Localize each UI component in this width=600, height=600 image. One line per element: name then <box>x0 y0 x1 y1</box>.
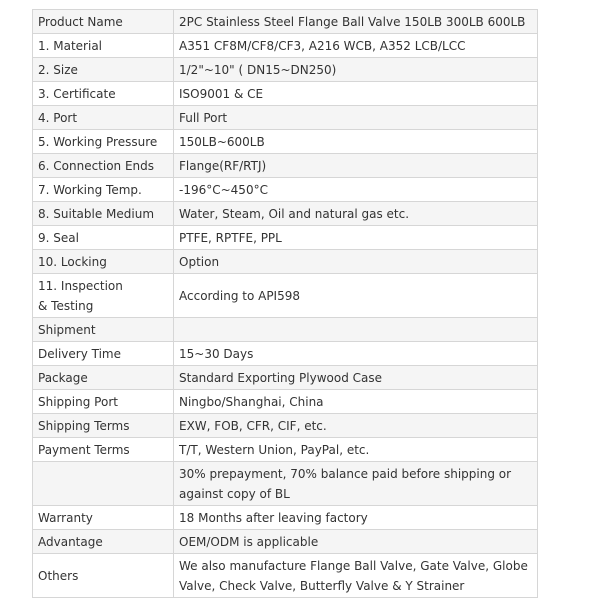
row-label: Shipping Terms <box>33 414 174 438</box>
row-value: Water, Steam, Oil and natural gas etc. <box>174 202 538 226</box>
table-row <box>33 178 538 202</box>
row-value: Standard Exporting Plywood Case <box>174 366 538 390</box>
table-row <box>33 250 538 274</box>
table-row <box>33 390 538 414</box>
row-value: -196°C~450°C <box>174 178 538 202</box>
table-row <box>33 506 538 530</box>
row-label: Others <box>33 554 174 598</box>
table-row <box>33 10 538 34</box>
row-label: 10. Locking <box>33 250 174 274</box>
row-value: 15~30 Days <box>174 342 538 366</box>
row-value: According to API598 <box>174 274 538 318</box>
table-row <box>33 366 538 390</box>
row-label: Delivery Time <box>33 342 174 366</box>
row-value <box>174 318 538 342</box>
row-label: 7. Working Temp. <box>33 178 174 202</box>
row-label: 1. Material <box>33 34 174 58</box>
row-label: Payment Terms <box>33 438 174 462</box>
row-value: Option <box>174 250 538 274</box>
table-row <box>33 106 538 130</box>
table-row <box>33 58 538 82</box>
row-label: Package <box>33 366 174 390</box>
table-row <box>33 318 538 342</box>
row-value: PTFE, RPTFE, PPL <box>174 226 538 250</box>
row-value: EXW, FOB, CFR, CIF, etc. <box>174 414 538 438</box>
row-label: 3. Certificate <box>33 82 174 106</box>
row-label: 8. Suitable Medium <box>33 202 174 226</box>
row-value: OEM/ODM is applicable <box>174 530 538 554</box>
row-value: We also manufacture Flange Ball Valve, Gate Valve, Globe Valve, Check Valve, Butterfly Valve & Y Strainer <box>174 554 538 598</box>
row-value: 18 Months after leaving factory <box>174 506 538 530</box>
table-row <box>33 82 538 106</box>
row-value: 150LB~600LB <box>174 130 538 154</box>
table-row <box>33 554 538 598</box>
row-label: 5. Working Pressure <box>33 130 174 154</box>
row-label: Advantage <box>33 530 174 554</box>
table-row <box>33 342 538 366</box>
row-label: 6. Connection Ends <box>33 154 174 178</box>
row-value: 2PC Stainless Steel Flange Ball Valve 150LB 300LB 600LB <box>174 10 538 34</box>
row-label: 9. Seal <box>33 226 174 250</box>
table-row <box>33 414 538 438</box>
row-value: Ningbo/Shanghai, China <box>174 390 538 414</box>
row-label: Shipment <box>33 318 174 342</box>
table-row <box>33 530 538 554</box>
table-row <box>33 226 538 250</box>
spec-table <box>32 9 538 598</box>
table-row <box>33 462 538 506</box>
row-value: Flange(RF/RTJ) <box>174 154 538 178</box>
row-label: Shipping Port <box>33 390 174 414</box>
table-row <box>33 274 538 318</box>
row-label: 11. Inspection & Testing <box>33 274 174 318</box>
row-value: 30% prepayment, 70% balance paid before shipping or against copy of BL <box>174 462 538 506</box>
row-value: T/T, Western Union, PayPal, etc. <box>174 438 538 462</box>
row-label: Warranty <box>33 506 174 530</box>
row-value: A351 CF8M/CF8/CF3, A216 WCB, A352 LCB/LCC <box>174 34 538 58</box>
row-label: Product Name <box>33 10 174 34</box>
row-label <box>33 462 174 506</box>
table-row <box>33 202 538 226</box>
row-value: ISO9001 & CE <box>174 82 538 106</box>
row-value: 1/2"~10" ( DN15~DN250) <box>174 58 538 82</box>
table-row <box>33 438 538 462</box>
table-row <box>33 154 538 178</box>
table-row <box>33 130 538 154</box>
row-label: 2. Size <box>33 58 174 82</box>
table-row <box>33 34 538 58</box>
row-value: Full Port <box>174 106 538 130</box>
row-label: 4. Port <box>33 106 174 130</box>
